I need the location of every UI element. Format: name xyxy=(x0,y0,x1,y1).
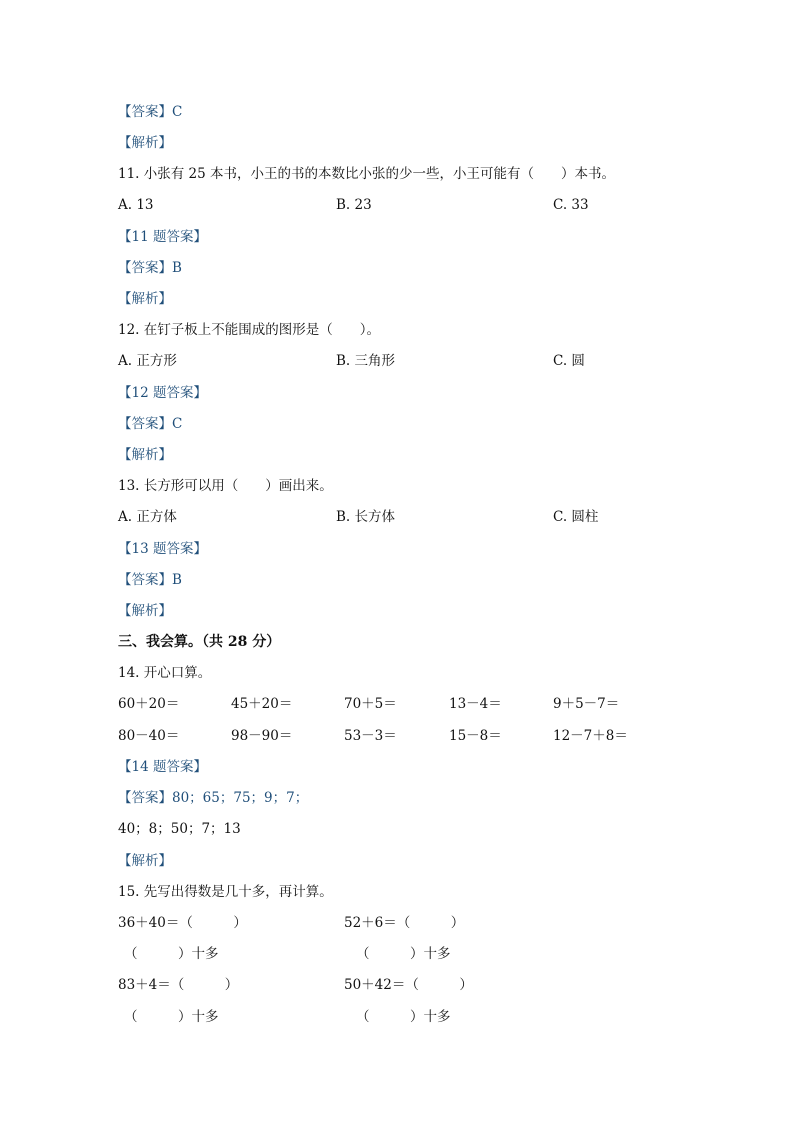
answer-10: 【答案】C xyxy=(118,104,183,120)
answer-14: 【答案】80；65；75；9；7； xyxy=(118,790,309,806)
q14-cell: 12－7＋8＝ xyxy=(553,728,628,744)
question-14: 14. 开心口算。 xyxy=(118,665,212,681)
answer-header-12: 【12 题答案】 xyxy=(118,385,207,401)
answer-13: 【答案】B xyxy=(118,572,182,588)
question-12: 12. 在钉子板上不能围成的图形是（ ）。 xyxy=(118,322,381,338)
q14-cell: 98－90＝ xyxy=(231,728,293,744)
answer-11: 【答案】B xyxy=(118,260,182,276)
q13-option-a: A. 正方体 xyxy=(118,509,177,525)
analysis-11: 【解析】 xyxy=(118,291,172,307)
q11-option-a: A. 13 xyxy=(118,197,154,213)
q12-option-b: B. 三角形 xyxy=(336,353,396,369)
q15-cell: 52＋6＝（ ） xyxy=(344,915,465,931)
q14-cell: 9＋5－7＝ xyxy=(553,696,620,712)
answer-14-continued: 40；8；50；7；13 xyxy=(118,821,241,837)
q15-cell: （ ）十多 xyxy=(356,946,451,962)
q11-option-b: B. 23 xyxy=(336,197,372,213)
question-15: 15. 先写出得数是几十多，再计算。 xyxy=(118,884,333,900)
q12-option-a: A. 正方形 xyxy=(118,353,177,369)
analysis-13: 【解析】 xyxy=(118,603,172,619)
q11-option-c: C. 33 xyxy=(553,197,589,213)
question-13: 13. 长方形可以用（ ）画出来。 xyxy=(118,478,333,494)
question-11: 11. 小张有 25 本书，小王的书的本数比小张的少一些，小王可能有（ ）本书。 xyxy=(118,166,616,182)
answer-12: 【答案】C xyxy=(118,416,183,432)
q14-cell: 60＋20＝ xyxy=(118,696,180,712)
q14-cell: 53－3＝ xyxy=(344,728,397,744)
answer-header-13: 【13 题答案】 xyxy=(118,541,207,557)
q12-option-c: C. 圆 xyxy=(553,353,585,369)
section-heading-3: 三、我会算。（共 28 分） xyxy=(118,634,281,650)
q14-cell: 13－4＝ xyxy=(449,696,502,712)
analysis-10: 【解析】 xyxy=(118,135,172,151)
answer-header-14: 【14 题答案】 xyxy=(118,759,207,775)
q15-cell: 36＋40＝（ ） xyxy=(118,915,247,931)
q15-cell: （ ）十多 xyxy=(124,1009,219,1025)
q14-cell: 80－40＝ xyxy=(118,728,180,744)
q14-cell: 15－8＝ xyxy=(449,728,502,744)
q15-cell: 50＋42＝（ ） xyxy=(344,977,473,993)
analysis-14: 【解析】 xyxy=(118,853,172,869)
q13-option-c: C. 圆柱 xyxy=(553,509,599,525)
q14-cell: 70＋5＝ xyxy=(344,696,397,712)
q13-option-b: B. 长方体 xyxy=(336,509,396,525)
q15-cell: （ ）十多 xyxy=(124,946,219,962)
q14-cell: 45＋20＝ xyxy=(231,696,293,712)
answer-header-11: 【11 题答案】 xyxy=(118,229,207,245)
q15-cell: （ ）十多 xyxy=(356,1009,451,1025)
analysis-12: 【解析】 xyxy=(118,447,172,463)
q15-cell: 83＋4＝（ ） xyxy=(118,977,239,993)
